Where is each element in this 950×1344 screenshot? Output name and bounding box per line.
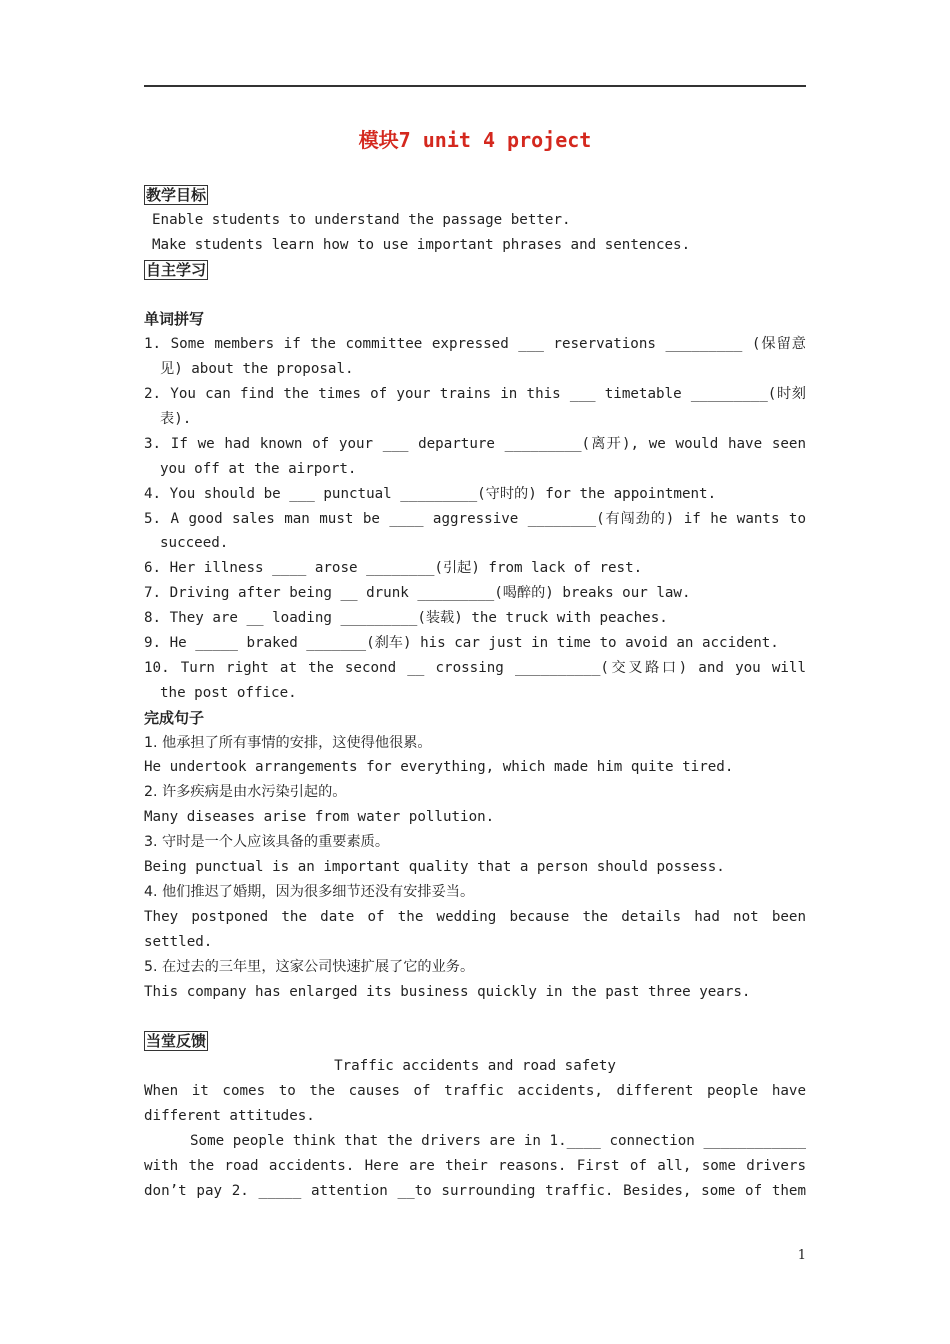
- sentence-english-cont: settled.: [144, 933, 213, 950]
- passage-line: don’t pay 2. _____ attention __to surrounding traffic. Besides, some of them: [144, 1182, 806, 1199]
- header-rule: [144, 85, 806, 87]
- goal-line: Enable students to understand the passage better.: [152, 211, 571, 228]
- spelling-item-cont: you off at the airport.: [160, 460, 357, 477]
- spelling-item: 6. Her illness ____ arose ________(引起) from lack of rest.: [144, 560, 643, 577]
- spelling-item-cont: 表).: [160, 411, 192, 428]
- passage-line: different attitudes.: [144, 1107, 315, 1124]
- sentence-english: He undertook arrangements for everything, which made him quite tired.: [144, 759, 734, 776]
- spelling-item: 9. He _____ braked _______(刹车) his car just in time to avoid an accident.: [144, 635, 779, 652]
- sentence-english: They postponed the date of the wedding because the details had not been: [144, 908, 806, 925]
- spelling-item: 2. You can find the times of your trains in this ___ timetable _________(时刻: [144, 386, 806, 403]
- section-heading-spelling: 单词拼写: [144, 310, 205, 329]
- goal-line: Make students learn how to use important phrases and sentences.: [152, 236, 691, 253]
- sentence-english: Many diseases arise from water pollution.: [144, 809, 495, 826]
- sentence-chinese: 1. 他承担了所有事情的安排，这使得他很累。: [144, 734, 432, 751]
- spelling-item: 7. Driving after being __ drunk _________(喝醉的) breaks our law.: [144, 585, 691, 602]
- spelling-item: 1. Some members if the committee expressed ___ reservations _________ (保留意: [144, 336, 806, 353]
- spelling-item: 4. You should be ___ punctual _________(守时的) for the appointment.: [144, 485, 717, 502]
- section-heading-feedback: 当堂反馈: [146, 1032, 207, 1051]
- passage-line: Some people think that the drivers are in 1.____ connection ____________: [190, 1132, 806, 1149]
- sentence-chinese: 4. 他们推迟了婚期，因为很多细节还没有安排妥当。: [144, 883, 475, 900]
- spelling-item-cont: the post office.: [160, 684, 297, 701]
- spelling-item: 3. If we had known of your ___ departure _________(离开), we would have seen: [144, 435, 806, 452]
- passage-title: Traffic accidents and road safety: [334, 1058, 616, 1075]
- section-heading-self-study: 自主学习: [146, 260, 207, 279]
- section-heading-goals: 教学目标: [146, 186, 207, 204]
- passage-line: with the road accidents. Here are their reasons. First of all, some drivers: [144, 1157, 806, 1174]
- sentence-english: Being punctual is an important quality that a person should possess.: [144, 859, 725, 876]
- spelling-item-cont: succeed.: [160, 535, 229, 552]
- passage-line: When it comes to the causes of traffic accidents, different people have: [144, 1083, 806, 1100]
- sentence-chinese: 3. 守时是一个人应该具备的重要素质。: [144, 834, 390, 851]
- section-heading-sentences: 完成句子: [144, 708, 205, 727]
- spelling-item: 10. Turn right at the second __ crossing __________(交叉路口) and you will: [144, 659, 806, 676]
- sentence-chinese: 2. 许多疾病是由水污染引起的。: [144, 784, 347, 801]
- spelling-item: 5. A good sales man must be ____ aggressive ________(有闯劲的) if he wants to: [144, 510, 806, 527]
- page-title: 模块7 unit 4 project: [358, 128, 592, 152]
- page-number: 1: [797, 1248, 806, 1263]
- document-body: [144, 183, 806, 1204]
- spelling-item: 8. They are __ loading _________(装载) the truck with peaches.: [144, 610, 668, 627]
- sentence-english: This company has enlarged its business quickly in the past three years.: [144, 983, 751, 1000]
- sentence-chinese: 5. 在过去的三年里，这家公司快速扩展了它的业务。: [144, 958, 475, 975]
- spelling-item-cont: 见) about the proposal.: [160, 361, 354, 378]
